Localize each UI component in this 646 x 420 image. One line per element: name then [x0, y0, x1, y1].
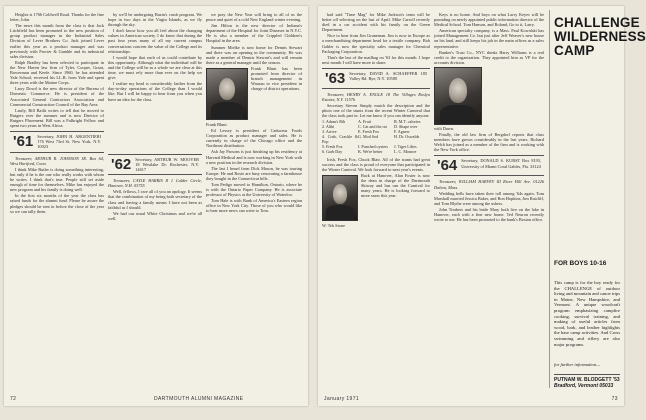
- stunt-list: [322, 120, 430, 154]
- class-year: '62: [111, 155, 132, 173]
- left-col-2: [108, 12, 202, 392]
- paragraph: Larry Dowd is the new director of the Bureau of Domestic Commerce. He is president of the Associated General Contractors Association and Commercial Construction Council of the Bay Area.: [10, 86, 104, 107]
- photo-block: [322, 173, 430, 223]
- list-item: 2. Alibi: [322, 124, 335, 130]
- list-item: 4. Crab, Crackle & Pop: [322, 134, 358, 145]
- photo-block: [206, 66, 302, 122]
- portrait-photo: [206, 68, 248, 120]
- paragraph: John Timbers and his bride Mary both live on the lake in Hanover, each with a fine new home. Ted Neuron recently wrote to me. He has been promoted to the bank's Boston office.: [434, 206, 544, 223]
- camp-advertisement: [549, 10, 646, 390]
- portrait-photo: [434, 67, 482, 125]
- list-item: B. M.T. calories: [394, 119, 421, 125]
- paragraph: Summer Mielke is now home for Dennis Stewart and there was an opening in the community. He was made a member of Dennis Stewart's and will remain there as a general manager until the season.: [206, 44, 302, 65]
- paragraph: by we'll be undergoing Bazin's crash program. We hope in two days in the Virgin Islands, as we fly through the sky.: [108, 12, 202, 28]
- paragraph: Wedding bells have taken their toll among '64s again. Tom Marshall married Jessica Baker, and Ron Hopkins, Jim Ratcliff, and Tom Blythe were among the ushers.: [434, 190, 544, 206]
- page-number-left: 72: [10, 396, 17, 402]
- class-secretary-info: Secretary, ARTHUR W. MOOVER 18 Westlake Dr. Rochester, N.Y. 14617: [135, 156, 199, 172]
- paragraph: Well, fellows, I owe all of you an apology. It seems that the combination of my being both secretary of the class and having a family means I have not been as faithful as I should.: [108, 189, 202, 210]
- photo-caption: with Dawn.: [434, 125, 455, 131]
- ad-contact-name: PUTNAM W. BLODGETT '53: [554, 377, 620, 383]
- right-col-2: [434, 12, 544, 392]
- paragraph: Jim Hilton is the new director of Indiana's department of the Hospital for Joint Diseases in N.Y.C. He is also a member of the Crippled Children's Hospital in the area.: [206, 23, 302, 44]
- list-item: 6. Garb Day: [322, 148, 343, 154]
- ad-title: [554, 15, 646, 58]
- paragraph: Back at Hanover, Alan Foster is now the dean in charge of the Dartmouth Skiway and has run the Carnival for many years. He is looking forward to more snow this year.: [361, 173, 430, 199]
- running-footer: January 1971: [324, 396, 360, 402]
- ad-contact: [554, 372, 620, 390]
- page-number-right: 73: [611, 396, 618, 402]
- list-item: I. Punched oysters: [358, 143, 389, 149]
- left-col-1: [10, 12, 104, 392]
- list-item: E. Fresh Fox: [358, 129, 380, 135]
- class-header-62: [108, 154, 202, 176]
- list-item: D. Shape over: [394, 124, 418, 130]
- list-item: G. Mod Sod: [358, 134, 379, 140]
- list-item: L. C. Monroe: [394, 148, 417, 154]
- paragraph: had said "Time Mag" for Mike Jackson's team will be better off selecting on the last of April. Mike Carroll recently died in a car accident with his family on the Green Department.: [322, 12, 430, 33]
- photo-caption: W. Tek Stone: [322, 223, 345, 229]
- class-header-63: [322, 68, 430, 89]
- list-item: A. Fruit: [358, 119, 371, 125]
- portrait-photo: [322, 175, 358, 221]
- paragraph: we pray the New Year will bring to all of us the peace and quiet of a cold New England winter evening.: [206, 12, 302, 23]
- ad-subtitle: FOR BOYS 10-16: [554, 260, 607, 267]
- paragraph: Irish, Fresh Fox, Chuck Blair. All of the stunts had great success and the class is proud of everyone that participated in the Winter Carnival. We look forward to next year's events.: [322, 156, 430, 172]
- paragraph: Ash Jay Parsons is just finishing up his residency at Harvard Medical and is now working in New York with a new position in the research division.: [206, 149, 302, 165]
- class-treasurer-info: Treasurer, WILLIAM HARVEY III River Hill Ave. 01226 Dalton, Mass.: [434, 179, 544, 190]
- class-secretary-info: Secretary, JOHN H. ARGENTIERI 176 West 73rd St. New York, N.Y. 10023: [37, 134, 101, 150]
- list-item: 3. Arrive: [322, 129, 337, 135]
- ad-title-line: CAMP: [554, 43, 595, 58]
- paragraph: I don't know how you all feel about the changing values in American society. I do know that during the past four years many of all my current campus conversations concern the value of the College and its relationships.: [108, 28, 202, 54]
- paragraph: Keys is no home. And boys on what Larry Keyes will be pounding on newly appointed public information director of the Medical School. Tom Hanson, and Roland, Go to it, Larry.: [434, 12, 544, 28]
- paragraph: American specialty company, is a Mass. Paul Kowalski has joined Management Co. but just after Jeff Weaver's new house on his land, and still keeps his job in the main offices as a sales representative.: [434, 28, 544, 49]
- class-treasurer-info: Treasurer, CAYLE HARRIS II 1 Calder Circle, Hanover, N.H. 03755: [108, 178, 202, 189]
- paragraph: Heights is 1766 Coldwell Road. Thanks for the fine letter, John.: [10, 12, 104, 23]
- running-footer: DARTMOUTH ALUMNI MAGAZINE: [154, 396, 244, 402]
- list-item: 5. Fresh Fox: [322, 143, 343, 149]
- ad-contact-address: Bradford, Vermont 05033: [554, 383, 614, 390]
- paragraph: Tom Pedigo moved to Hamilton, Ontario, where he is with the Ontario Paper Company. He is associate professor of Physics at the University of Waterloo.: [206, 181, 302, 198]
- left-col-3: [206, 12, 302, 392]
- left-page: [4, 6, 308, 406]
- ad-title-line: WILDERNESS: [554, 29, 646, 44]
- class-treasurer-info: Treasurer, HENRY A. ENGLE 18 The Villages Roslyn Estates, N.Y. 11576: [322, 91, 430, 103]
- class-header-64: [434, 155, 544, 176]
- paragraph: Finally, the old law firm of Bergdorf reports that class members have grown considerably in the last years. Richard Welch has joined as a member of the firm and is working with the New York office.: [434, 132, 544, 153]
- paragraph: Frank Blunt has been promoted from director of branch management in Wausau to vice president in charge of district operations.: [251, 65, 302, 92]
- paragraph: Ralph Bradley has been selected to participate in the New Haven law firm of Tyler, Cooper, Grant, Bowerman and Keefe. Since 1960, he has attended Yale School, received his LL.B. from Yale and spent three years with the Marine Corps.: [10, 59, 104, 86]
- ad-body: This camp is for the boy ready for the CHALLENGE of outdoor living and mountain and canoe trips in Maine, New Hampshire, and Vermont. A unique woodcraft program emphasizing campfire cooking, survival training, and making of useful articles from wood, bark, and leather highlights the base camp activities. And Cross swimming and riflery are also major programs.: [554, 280, 620, 347]
- paragraph: In the first six months of the year the class has raised funds for the alumni fund. Please be aware the pledges should be sent in before the close of the year so we can tally them.: [10, 193, 104, 214]
- class-year: '61: [13, 133, 34, 151]
- class-treasurer-info: Treasurer, ARTHUR R. JOHNSON JR. Box 64, West Hartford, Conn.: [10, 155, 104, 166]
- list-item: K. We're better: [358, 148, 383, 154]
- ad-title-line: CHALLENGE: [554, 15, 640, 30]
- photo-caption: Frank Blunt: [206, 121, 227, 127]
- paragraph: I would hope that each of us could contribute by this opportunity. Although what the individual will be and the College will be as a whole we are clear at this time, we must rely more than ever on the help we give.: [108, 54, 202, 81]
- paragraph: I think Mike Butler is doing something interesting, but only if he is the one who really works with whom he writes. I think that's true. People still set aside enough of time for themselves. Mike has enjoyed the new program and his family is doing well.: [10, 166, 104, 193]
- paragraph: Nice to hear from Jim Gruneman. Jim is now in Europe as a merchandising department head for a textile company. Bob Gabler is now the specialty sales manager for Chemical Packaging Corporation.: [322, 33, 430, 54]
- list-item: F. Agnew: [394, 129, 410, 135]
- class-secretary-info: Secretary, DONALD S. KURST Box 8193, University of Miami Coral Gables, Fla. 33124: [461, 158, 541, 169]
- list-item: H. Dr. Oswalds: [394, 134, 420, 140]
- class-header-61: [10, 131, 104, 153]
- right-page: [318, 6, 646, 406]
- paragraph: Secretary Steven Simply match the description and the photo one of the stunts from the recent Winter Carnival that the class took part in. Let me know if you can identify anyone.: [322, 103, 430, 119]
- right-col-1: [322, 12, 430, 392]
- list-item: J. Tiger Lilies: [394, 143, 417, 149]
- paragraph: We had our usual White Christmas and we're all well.: [108, 210, 202, 221]
- paragraph: The last I heard from Dick Mason, he was touring Europe. He and Rosie are busy renovating a farmhouse they bought in the Connecticut hills.: [206, 165, 302, 181]
- paragraph: Ed Lessey is president of Caduceus Foods Corporation as product manager and sales. He is currently in charge of the Chicago office and the Northeast distribution.: [206, 128, 302, 149]
- paragraph: Lastly, Bill Bailit writes to tell that he moved to Rutgers over the summer and is now Director of Rutgers Placement. Bill was a Fulbright Fellow and spent two years in West Africa.: [10, 107, 104, 128]
- paragraph: The news this month from the class is that Jack Litchfield has been promoted to the new position of group product manager in the Industrial Sales Division of Lever Brothers Co. Jack joined Lever earlier this year as a product manager and was previously with Procter & Gamble and its industrial sales division.: [10, 23, 104, 59]
- class-year: '63: [325, 69, 346, 87]
- paragraph: Tom Hale is with Bank of America's Eastern region office in New York City. Those of you who would like to hear more news can write to Tom.: [206, 198, 302, 214]
- class-year: '64: [437, 157, 458, 175]
- paragraph: I realize my head is considerably farther from the day-to-day operations of the College than I would like. But I will be happy to hear from you when you have an idea for the class.: [108, 81, 202, 102]
- paragraph: Banker's Trust Co., NYC thinks Harry Williams is a real credit to the organization. They appointed him as VP for the accounts division.: [434, 49, 544, 65]
- paragraph: That's the last of the mailbag on '63 for this month. I hope next month I will have more to share.: [322, 54, 430, 65]
- ad-info-label: for further information—: [554, 362, 601, 367]
- list-item: 1. Adam's Rib: [322, 119, 346, 125]
- class-secretary-info: Secretary, DAVID A. SCHAEFFER 185 Valley Rd. Rye, N.Y. 10580: [349, 70, 427, 82]
- list-item: C. Cat and the rat: [358, 124, 387, 130]
